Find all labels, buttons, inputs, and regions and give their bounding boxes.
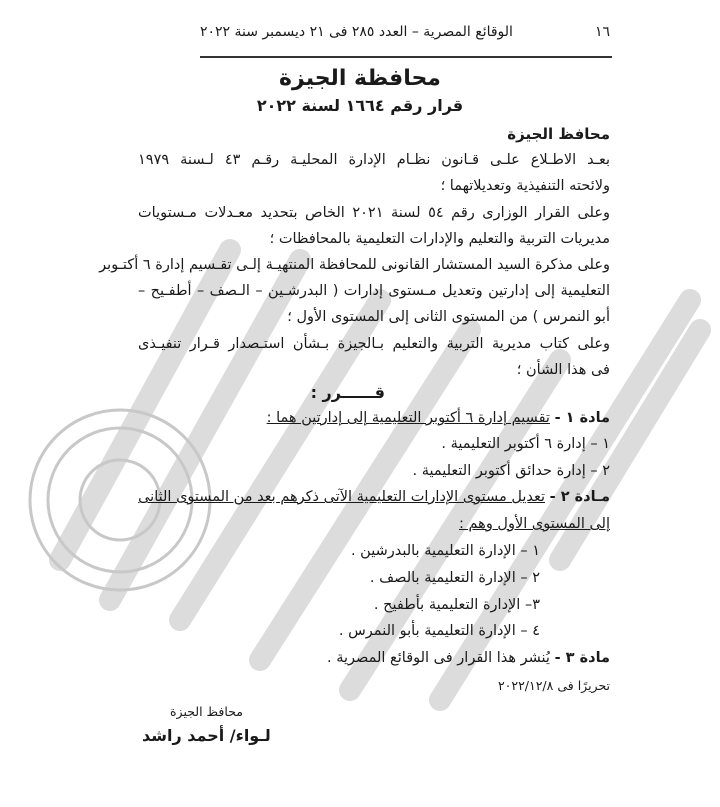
gazette-issue: الوقائع المصرية – العدد ٢٨٥ فى ٢١ ديسمبر سنة ٢٠٢٢ [200, 24, 513, 40]
preamble-line: بعـد الاطـلاع علـى قـانون نظـام الإدارة المحليـة رقـم ٤٣ لـسنة ١٩٧٩ [138, 152, 610, 168]
list-item: ٢ – الإدارة التعليمية بالصف . [369, 570, 540, 586]
article-text-cont [459, 514, 610, 534]
list-item: ٤ – الإدارة التعليمية بأبو النمرس . [338, 623, 540, 639]
decides-heading: قــــــرر : [310, 383, 385, 402]
article-text: تعديل مستوى الإدارات التعليمية الآتى ذكرهم بعد من المستوى الثانى [138, 489, 546, 505]
list-item: ١ – الإدارة التعليمية بالبدرشين . [350, 543, 540, 559]
preamble-line: ولائحته التنفيذية وتعديلاتهما ؛ [440, 178, 610, 194]
preamble-line: التعليمية إلى إدارتين وتعديل مـستوى إدارات ( البدرشـين – الـصف – أطفـيح – [138, 283, 610, 299]
page-number: ١٦ [594, 24, 610, 40]
article-1 [267, 408, 610, 428]
issuer: محافظ الجيزة [507, 125, 610, 143]
preamble-line: مديريات التربية والتعليم والإدارات التعليمية بالمحافظات ؛ [269, 231, 610, 247]
article-label: مادة ١ - [554, 410, 610, 426]
preamble-line: أبو النمرس ) من المستوى الثانى إلى المستوى الأول ؛ [287, 309, 610, 325]
preamble-line: وعلى مذكرة السيد المستشار القانونى للمحافظة المنتهيـة إلـى تقـسيم إدارة ٦ أكتـوبر [99, 257, 610, 273]
preamble-line: وعلى القرار الوزارى رقم ٥٤ لسنة ٢٠٢١ الخاص بتحديد معـدلات مـستويات [138, 205, 610, 221]
preamble-line: وعلى كتاب مديرية التربية والتعليم بـالجيزة بـشأن استـصدار قـرار تنفيـذى [138, 336, 610, 352]
document-title: محافظة الجيزة [279, 66, 441, 91]
list-item: ١ – إدارة ٦ أكتوبر التعليمية . [441, 436, 610, 452]
signatory-title: محافظ الجيزة [170, 704, 243, 719]
article-label: مادة ٣ - [554, 650, 610, 666]
article-text: تقسيم إدارة ٦ أكتوبر التعليمية إلى إدارتين هما : [266, 410, 550, 426]
article-text: يُنشر هذا القرار فى الوقائع المصرية . [326, 650, 550, 666]
signatory-name: لـواء/ أحمد راشد [142, 726, 271, 745]
article-label: مـادة ٢ - [549, 489, 610, 505]
header-rule [200, 56, 612, 58]
article-2 [138, 487, 610, 507]
article-3 [327, 648, 610, 668]
issue-date: تحريرًا فى ٢٠٢٢/١٢/٨ [497, 678, 610, 693]
article-text: إلى المستوى الأول وهم : [459, 516, 610, 532]
preamble-line: فى هذا الشأن ؛ [516, 362, 610, 378]
list-item: ٢ – إدارة حدائق أكتوبر التعليمية . [412, 463, 610, 479]
decree-number: قرار رقم ١٦٦٤ لسنة ٢٠٢٢ [256, 96, 464, 115]
list-item: ٣– الإدارة التعليمية بأطفيح . [373, 597, 540, 613]
page-header [200, 24, 610, 40]
